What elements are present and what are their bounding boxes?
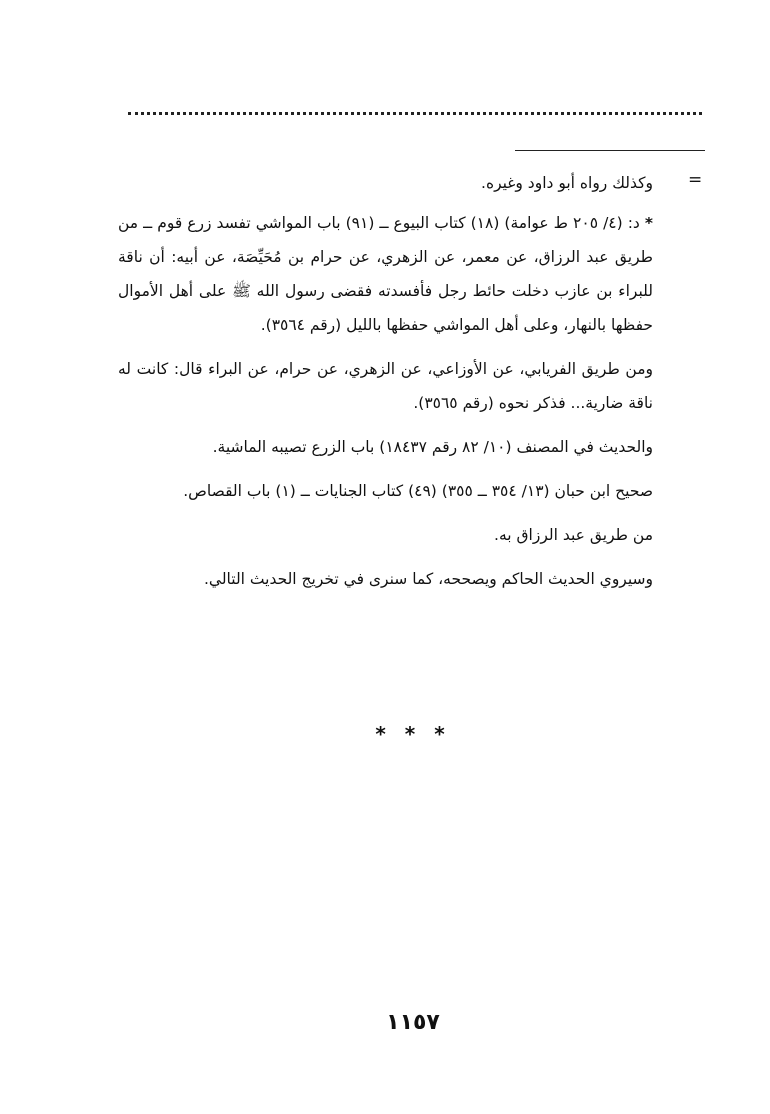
paragraph-6: من طريق عبد الرزاق به. <box>494 526 653 544</box>
footnote-rule <box>515 150 705 151</box>
paragraph-1: وكذلك رواه أبو داود وغيره. <box>481 174 653 192</box>
paragraph-3: ومن طريق الفريابي، عن الأوزاعي، عن الزهري، عن حرام، عن البراء قال: كانت له ناقة ضارية... فذكر نحوه (رقم ٣٥٦٥). <box>118 360 653 412</box>
paragraph-2-text: د: (٤/ ٢٠٥ ط عوامة) (١٨) كتاب البيوع ــ (٩١) باب المواشي تفسد زرع قوم ــ من طريق عبد الرزاق، عن معمر، عن الزهري، عن حرام بن مُحَيِّصَة، عن أبيه: أن ناقة للبراء بن عازب دخلت حائط رجل فأفسدته فقضى رسول الله ﷺ على أهل الأموال حفظها بالنهار، وعلى أهل المواشي حفظها بالليل (رقم ٣٥٦٤). <box>118 214 653 334</box>
section-separator: * * * <box>375 722 451 746</box>
continuation-mark: = <box>688 170 703 190</box>
paragraph-2 <box>118 206 653 342</box>
paragraph-7: وسيروي الحديث الحاكم ويصححه، كما سنرى في تخريج الحديث التالي. <box>203 570 653 588</box>
dotted-separator <box>128 112 702 115</box>
page-number: ١١٥٧ <box>386 1010 440 1035</box>
paragraph-5: صحيح ابن حبان (١٣/ ٣٥٤ ــ ٣٥٥) (٤٩) كتاب الجنايات ــ (١) باب القصاص. <box>183 482 653 500</box>
paragraph-4: والحديث في المصنف (١٠/ ٨٢ رقم ١٨٤٣٧) باب الزرع تصيبه الماشية. <box>212 438 653 456</box>
footnote-body <box>118 166 653 606</box>
paragraph-marker: * <box>644 214 653 232</box>
